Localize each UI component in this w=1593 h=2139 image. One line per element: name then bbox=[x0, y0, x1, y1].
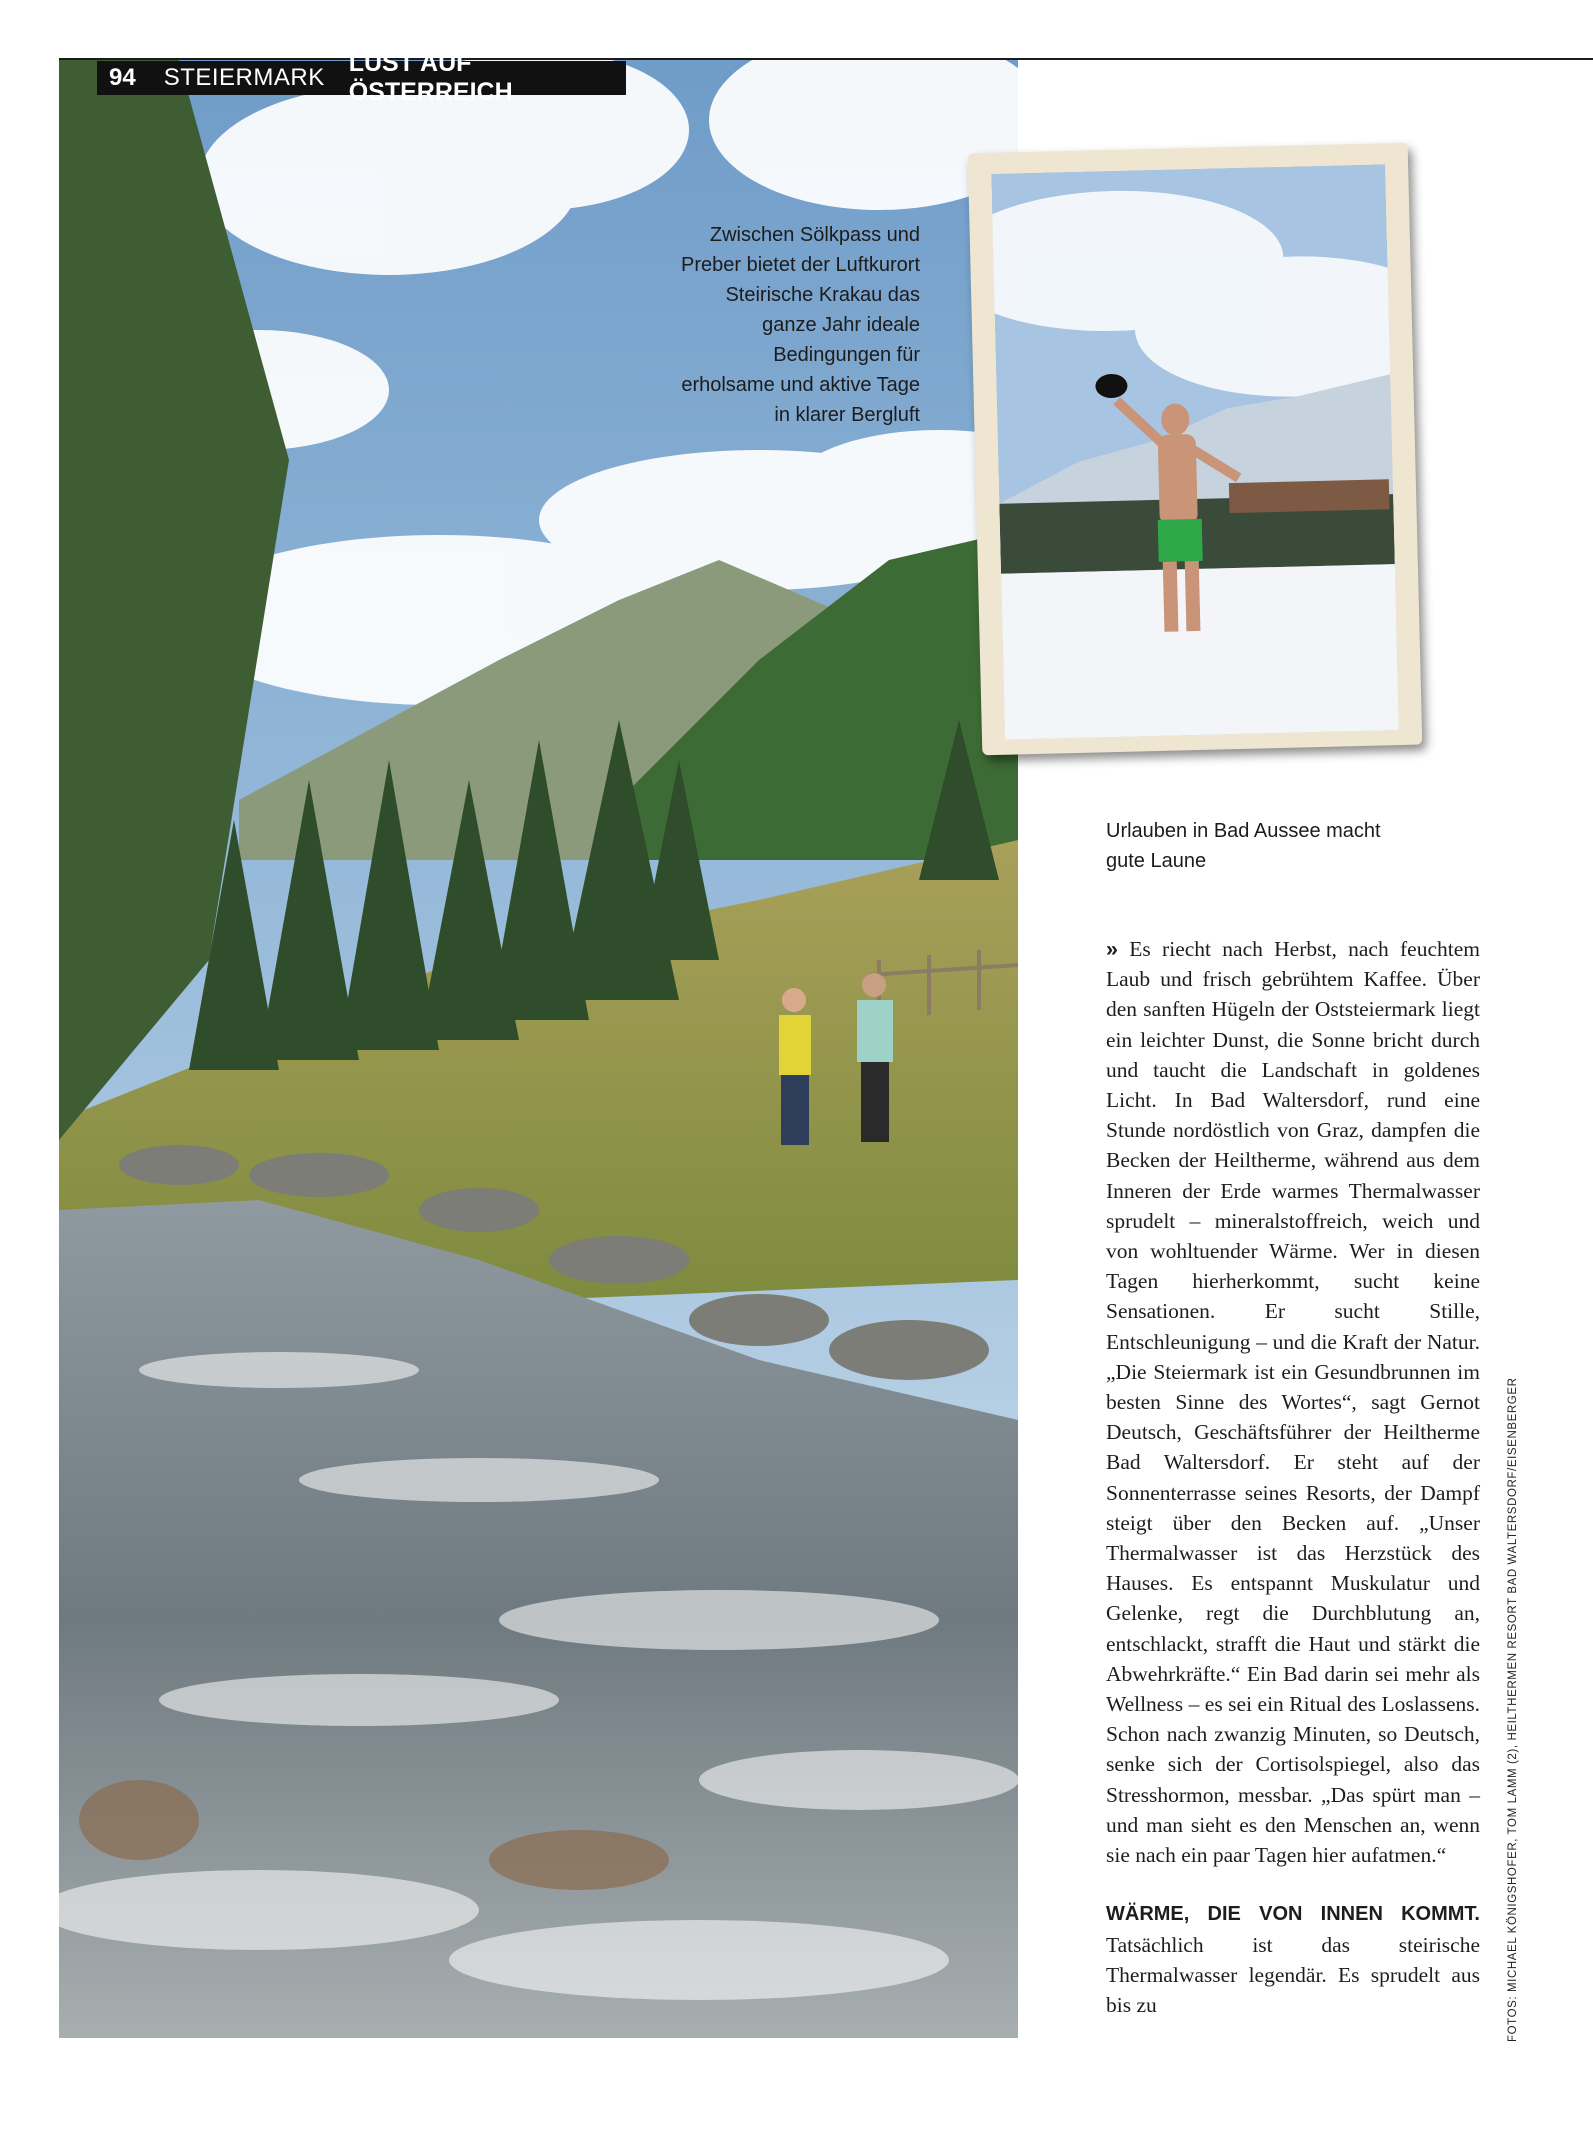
magazine-label: LUST AUF ÖSTERREICH bbox=[348, 49, 513, 106]
article-body bbox=[1106, 934, 1480, 2020]
article-paragraph bbox=[1106, 934, 1480, 1870]
photo-credit: FOTOS: MICHAEL KÖNIGSHOFER, TOM LAMM (2), HEILTHERMEN RESORT BAD WALTERSDORF/EISENBERGER bbox=[1507, 1377, 1519, 2042]
main-photo-caption: Zwischen Sölkpass und Preber bietet der Luftkurort Steirische Krakau das ganze Jahr ideale Bedingungen für erholsame und aktive Tage in klarer Bergluft bbox=[680, 224, 920, 426]
page-number: 94 bbox=[109, 64, 136, 91]
article-paragraph bbox=[1106, 1898, 1480, 2020]
lead-mark: » bbox=[1106, 937, 1118, 961]
running-header bbox=[97, 49, 626, 106]
section-label: STEIERMARK bbox=[163, 64, 325, 91]
inset-photo-caption: Urlauben in Bad Aussee macht gute Laune bbox=[1106, 820, 1381, 872]
article-subhead: WÄRME, DIE VON INNEN KOMMT. bbox=[1106, 1903, 1480, 1926]
paragraph-1-text: Es riecht nach Herbst, nach feuchtem Laub und frisch gebrühtem Kaffee. Über den sanften Hügeln der Oststeiermark liegt ein leichter Dunst, die Sonne bricht durch und taucht die Landschaft in goldenes Licht. In Bad Waltersdorf, rund eine Stunde nordöstlich von Graz, dampfen die Becken der Heiltherme, während aus dem Inneren der Erde warmes Thermalwasser sprudelt – mineralstoffreich, weich und von wohltuender Wärme. Wer in diesen Tagen hierherkommt, sucht keine Sensationen. Er sucht Stille, Entschleunigung – und die Kraft der Natur. „Die Steiermark ist ein Gesundbrunnen im besten Sinne des Wortes“, sagt Gernot Deutsch, Geschäftsführer der Heiltherme Bad Waltersdorf. Er steht auf der Sonnenterrasse seines Resorts, der Dampf steigt über den Becken auf. „Unser Thermalwasser ist das Herzstück des Hauses. Es entspannt Muskulatur und Gelenke, regt die Durchblutung an, entschlackt, strafft die Haut und stärkt die Abwehrkräfte.“ Ein Bad darin sei mehr als Wellness – es sei ein Ritual des Loslassens. Schon nach zwanzig Minuten, so Deutsch, senke sich der Cortisolspiegel, also das Stresshormon, messbar. „Das spürt man – und man sieht es den Menschen an, wenn sie nach ein paar Tagen hier aufatmen.“ bbox=[1106, 937, 1481, 1868]
inset-photo-snow-bather bbox=[991, 164, 1399, 739]
inset-photo-frame bbox=[968, 143, 1423, 756]
paragraph-2-text: Tatsächlich ist das steirische Thermalwasser legendär. Es sprudelt aus bis zu bbox=[1106, 1932, 1480, 2017]
